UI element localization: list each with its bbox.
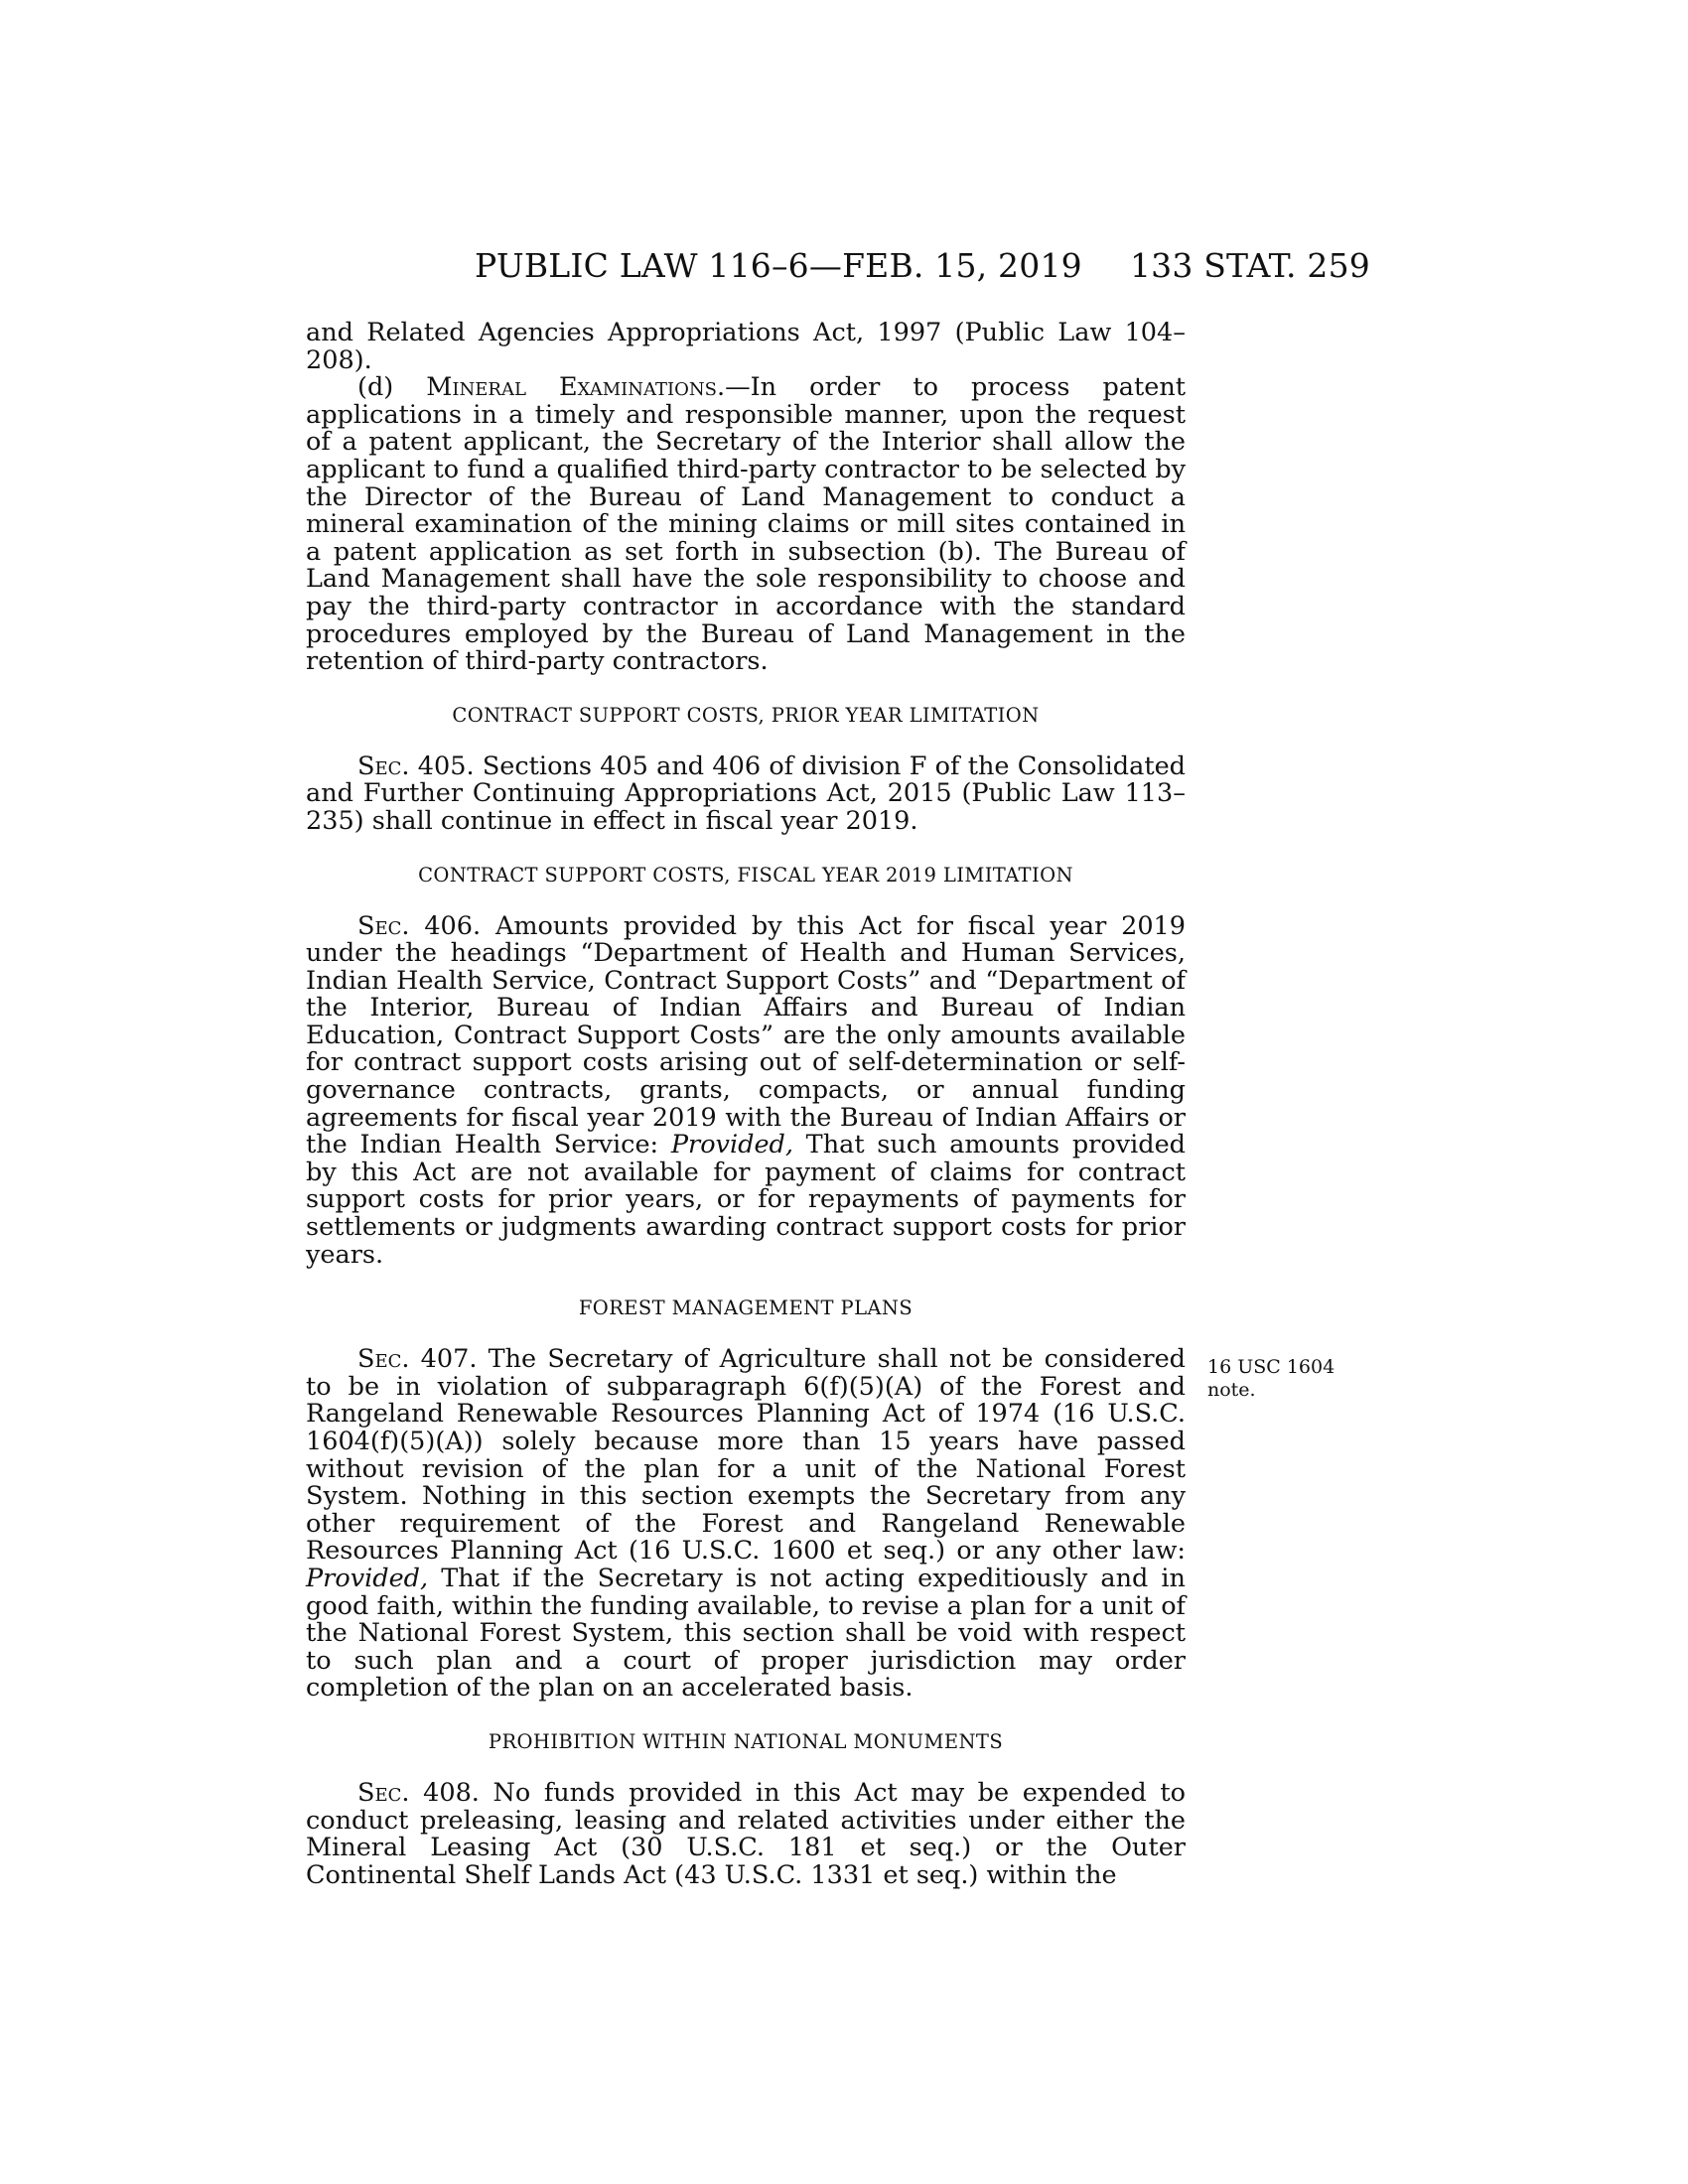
section-408-paragraph xyxy=(306,1777,1186,1890)
section-407-text-2: That if the Secretary is not acting expeditiously and in good faith, within the funding available, to revise a plan for a unit of the National Forest System, this section shall be void with respect to such plan and a court of proper jurisdiction may order completion of the plan on an accelerated basis. xyxy=(306,1563,1186,1704)
section-407-text-1: The Secretary of Agriculture shall not be considered to be in violation of subparagraph 6(f)(5)(A) of the Forest and Rangeland Renewable Resources Planning Act of 1974 (16 U.S.C. 1604(f)(5)(A)) solely because more than 15 years have passed without revision of the plan for a unit of the National Forest System. Nothing in this section exempts the Secretary from any other requirement of the Forest and Rangeland Renewable Resources Planning Act (16 U.S.C. 1600 et seq.) or any other law: xyxy=(306,1344,1186,1567)
section-405-text: Sections 405 and 406 of division F of the Consolidated and Further Continuing Appropriations Act, 2015 (Public Law 113–235) shall continue in effect in fiscal year 2019. xyxy=(306,751,1186,836)
section-word: Sec xyxy=(357,751,402,781)
section-406-heading: CONTRACT SUPPORT COSTS, FISCAL YEAR 2019 LIMITATION xyxy=(418,863,1073,887)
section-408-text: No funds provided in this Act may be expended to conduct preleasing, leasing and related activities under either the Mineral Leasing Act (30 U.S.C. 181 et seq.) or the Outer Continental Shelf Lands Act (43 U.S.C. 1331 et seq.) within the xyxy=(306,1777,1186,1890)
section-number: . 405. xyxy=(401,751,483,781)
section-406-paragraph xyxy=(306,910,1186,1270)
subsection-caption: Mineral Examinations xyxy=(426,372,717,403)
provided-term: Provided, xyxy=(670,1130,793,1160)
section-405-heading: CONTRACT SUPPORT COSTS, PRIOR YEAR LIMITATION xyxy=(452,703,1040,727)
section-407-heading: FOREST MANAGEMENT PLANS xyxy=(578,1297,914,1320)
public-law-title: PUBLIC LAW 116–6—FEB. 15, 2019 xyxy=(475,246,1082,285)
provided-term: Provided, xyxy=(306,1563,429,1593)
section-word: Sec xyxy=(357,1777,402,1808)
section-406-text-1: Amounts provided by this Act for fiscal year 2019 under the headings “Department of Health and Human Services, Indian Health Service, Contract Support Costs” and “Department of the Interior, Bureau of Indian Affairs and Bureau of Indian Education, Contract Support Costs” are the only amounts available for contract support costs arising out of self-determination or self-governance contracts, grants, compacts, or annual funding agreements for fiscal year 2019 with the Bureau of Indian Affairs or the Indian Health Service: xyxy=(306,910,1186,1160)
section-number: . 408. xyxy=(401,1777,493,1808)
section-number: . 406. xyxy=(401,910,495,941)
continued-paragraph: and Related Agencies Appropriations Act, 1997 (Public Law 104–208). xyxy=(306,318,1186,375)
section-407-paragraph xyxy=(306,1346,1186,1703)
margin-note xyxy=(1207,1356,1346,1402)
section-word: Sec xyxy=(357,1344,402,1375)
page-header xyxy=(308,246,1370,286)
section-number: . 407. xyxy=(401,1344,489,1375)
subsection-d-paragraph xyxy=(306,374,1186,676)
document-body xyxy=(306,320,1186,1889)
margin-note-suffix: note. xyxy=(1207,1379,1256,1401)
section-408-heading: PROHIBITION WITHIN NATIONAL MONUMENTS xyxy=(488,1729,1004,1753)
section-word: Sec xyxy=(357,910,402,941)
statute-page-number: 133 STAT. 259 xyxy=(1129,246,1370,285)
section-405-paragraph xyxy=(306,753,1186,836)
margin-note-citation: 16 USC 1604 xyxy=(1207,1356,1336,1378)
section-406-text-2: That such amounts provided by this Act are not available for payment of claims for contract support costs for prior years, or for repayments of payments for settlements or judgments awarding contract support costs for prior years. xyxy=(306,1130,1186,1270)
subsection-label: (d) xyxy=(357,372,427,403)
subsection-d-text: .—In order to process patent applications in a timely and responsible manner, upon the request of a patent applicant, the Secretary of the Interior shall allow the applicant to fund a qualified third-party contractor to be selected by the Director of the Bureau of Land Management to conduct a mineral examination of the mining claims or mill sites contained in a patent application as set forth in subsection (b). The Bureau of Land Management shall have the sole responsibility to choose and pay the third-party contractor in accordance with the standard procedures employed by the Bureau of Land Management in the retention of third-party contractors. xyxy=(306,372,1186,677)
